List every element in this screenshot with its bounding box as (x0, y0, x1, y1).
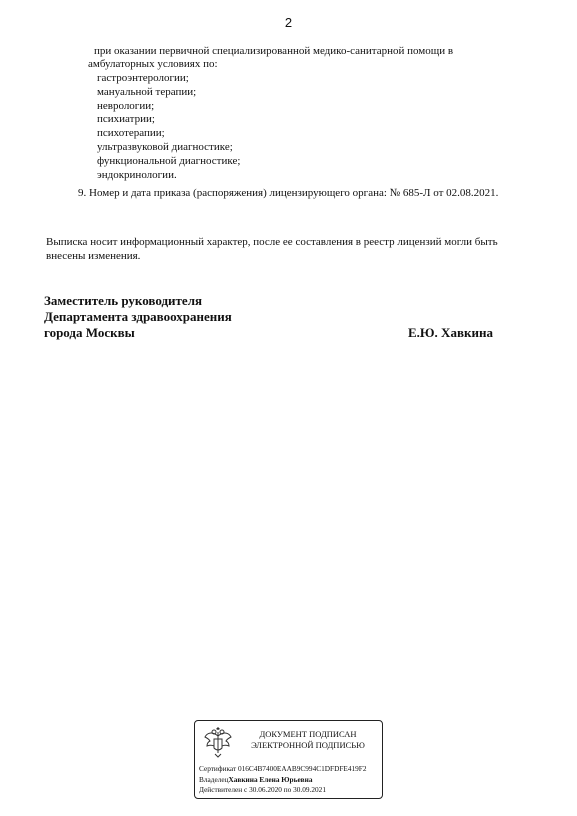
list-item: эндокринологии. (97, 168, 177, 181)
intro-line-1: при оказании первичной специализированной медико-санитарной помощи в (94, 45, 454, 57)
stamp-title (237, 729, 379, 751)
stamp-certificate-row (199, 764, 381, 775)
russian-coat-of-arms-icon (201, 726, 235, 760)
list-item: ультразвуковой диагностике; (97, 140, 233, 153)
signatory-department: Департамента здравоохранения (44, 309, 232, 324)
list-item: мануальной терапии; (97, 85, 197, 98)
list-item: функциональной диагностике; (97, 154, 241, 167)
list-item: неврологии; (97, 99, 155, 112)
item-9-order: 9. Номер и дата приказа (распоряжения) лицензирующего органа: № 685-Л от 02.08.2021. (78, 187, 499, 199)
page-number: 2 (284, 15, 293, 30)
stamp-details (199, 764, 381, 796)
stamp-title-line-2: ЭЛЕКТРОННОЙ ПОДПИСЬЮ (251, 740, 365, 750)
signatory-city: города Москвы (44, 325, 135, 340)
list-item: психотерапии; (97, 127, 165, 140)
owner-value: Хавкина Елена Юрьевна (228, 774, 313, 784)
signatory-name: Е.Ю. Хавкина (408, 325, 493, 340)
certificate-label: Сертификат (199, 764, 237, 773)
intro-paragraph (88, 45, 533, 71)
signatory-position: Заместитель руководителя (44, 293, 203, 308)
list-item: гастроэнтерологии; (97, 72, 189, 84)
services-list (97, 72, 240, 182)
intro-line-2: амбулаторных условиях по: (88, 58, 218, 70)
list-item: психиатрии; (97, 113, 155, 126)
extract-note: Выписка носит информационный характер, после ее составления в реестр лицензий могли быть внесены изменения. (46, 236, 498, 262)
owner-label: Владелец (199, 774, 229, 784)
signatory-block (44, 293, 232, 341)
stamp-validity-row: Действителен с 30.06.2020 по 30.09.2021 (199, 785, 326, 794)
certificate-value: 016C4B7400EAAB9C994C1DFDFE419F2 (237, 764, 367, 773)
electronic-signature-stamp (194, 720, 383, 799)
stamp-title-line-1: ДОКУМЕНТ ПОДПИСАН (259, 729, 357, 739)
stamp-owner-row (199, 775, 381, 786)
